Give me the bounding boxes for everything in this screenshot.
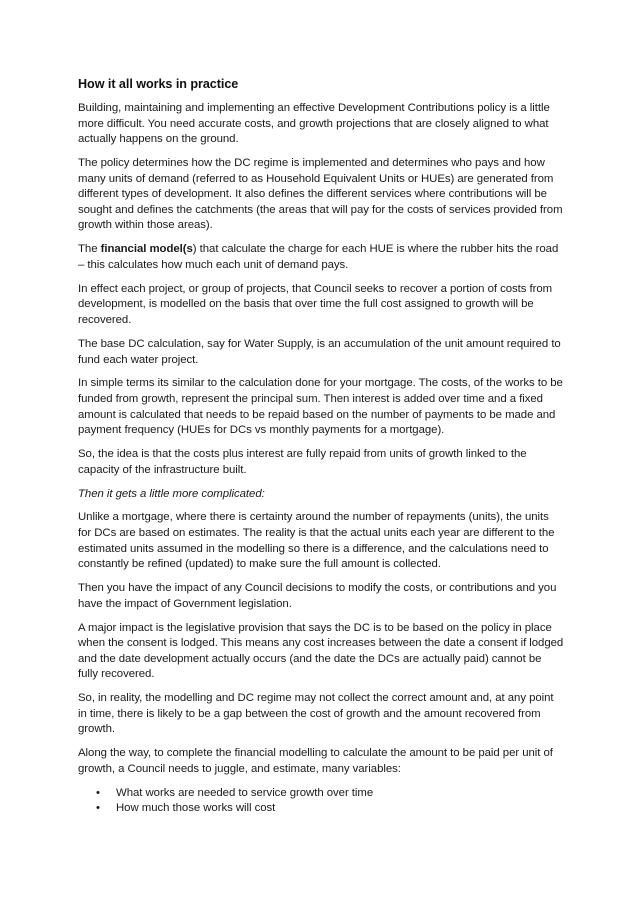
list-item-text: What works are needed to service growth over time bbox=[116, 786, 374, 799]
text-fragment: ) that calculate the charge for each HUE is where the rubber hits the road – this calculates how much each unit of demand pays. bbox=[78, 243, 559, 271]
list-item-text: How much those works will cost bbox=[116, 802, 276, 815]
variables-list bbox=[78, 786, 564, 817]
paragraph-council-decisions: Then you have the impact of any Council decisions to modify the costs, or contributions and you have the impact of Government legislation. bbox=[78, 582, 557, 610]
paragraph-financial-model bbox=[78, 242, 564, 273]
paragraph-mortgage-analogy: In simple terms its similar to the calculation done for your mortgage. The costs, of the works to be funded from growth, represent the principal sum. Then interest is added over time and a fixed amount is calculated that needs to be repaid based on the number of payments to be made and payment frequency (HUEs for DCs vs monthly payments for a mortgage). bbox=[78, 377, 563, 437]
paragraph-base-calculation: The base DC calculation, say for Water Supply, is an accumulation of the unit amount required to fund each water project. bbox=[78, 337, 561, 366]
bullet-icon: • bbox=[96, 786, 100, 799]
paragraph-project-modelling: In effect each project, or group of projects, that Council seeks to recover a portion of costs from development, is modelled on the basis that over time the full cost assigned to growth will be recovered. bbox=[78, 282, 553, 327]
list-item bbox=[78, 801, 564, 817]
paragraph-intro: Building, maintaining and implementing an effective Development Contributions policy is a little more difficult. You need accurate costs, and growth projections that are closely aligned to what actually happens on the ground. bbox=[78, 102, 550, 146]
paragraph-recovery-gap: So, in reality, the modelling and DC regime may not collect the correct amount and, at any point in time, there is likely to be a gap between the cost of growth and the amount recovered from growth. bbox=[78, 692, 554, 736]
document-body bbox=[78, 76, 564, 817]
bold-term-financial-model: financial model(s bbox=[100, 243, 193, 256]
paragraph-policy: The policy determines how the DC regime is implemented and determines who pays and how many units of demand (referred to as Household Equivalent Units or HUEs) are generated from different types of development. It also defines the different services where contributions will be sought and defines the catchments (the areas that will pay for the costs of services provided from growth within those areas). bbox=[78, 157, 563, 232]
paragraph-repayment-idea: So, the idea is that the costs plus interest are fully repaid from units of growth linked to the capacity of the infrastructure built. bbox=[78, 448, 527, 476]
text-fragment: The bbox=[78, 243, 101, 256]
section-heading: How it all works in practice bbox=[78, 77, 239, 91]
paragraph-legislative-provision: A major impact is the legislative provision that says the DC is to be based on the policy in place when the consent is lodged. This means any cost increases between the date a consent if lodged and the date development actually occurs (and the date the DCs are actually paid) cannot be fully recovered. bbox=[78, 621, 564, 681]
paragraph-estimates: Unlike a mortgage, where there is certainty around the number of repayments (units), the units for DCs are based on estimates. The reality is that the actual units each year are different to the estimated units assumed in the modelling so there is a difference, and the calculations need to constantly be refined (updated) to make sure the full amount is collected. bbox=[78, 511, 555, 571]
paragraph-complication-intro bbox=[78, 487, 564, 503]
list-item bbox=[78, 786, 564, 802]
paragraph-variables-intro: Along the way, to complete the financial modelling to calculate the amount to be paid per unit of growth, a Council needs to juggle, and estimate, many variables: bbox=[78, 747, 553, 775]
italic-lead-in: Then it gets a little more complicated: bbox=[78, 487, 265, 500]
bullet-icon: • bbox=[96, 802, 100, 815]
